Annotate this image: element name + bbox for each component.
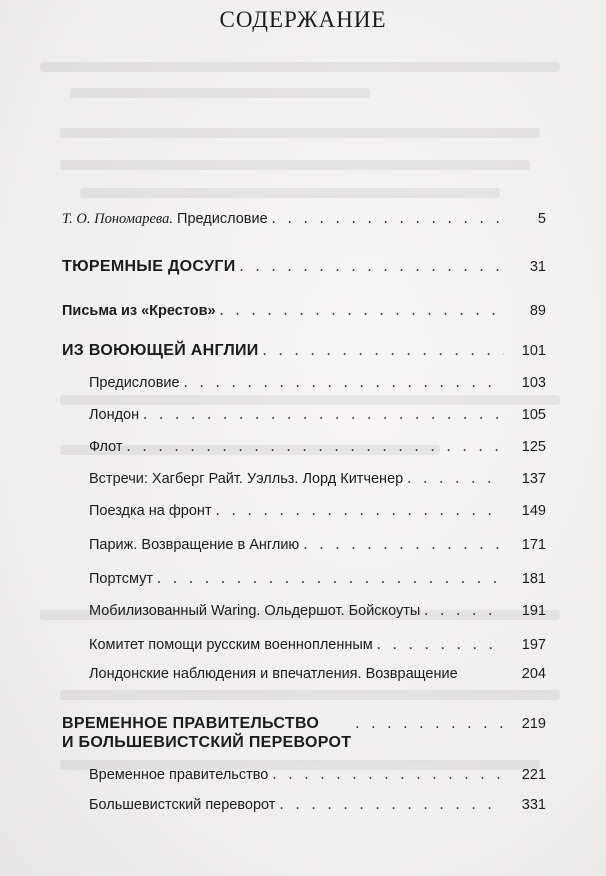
toc-page-number: 89 bbox=[529, 303, 546, 319]
toc-title: Комитет помощи русским военнопленным bbox=[89, 637, 373, 653]
toc-entry[interactable] bbox=[89, 470, 546, 488]
toc-entry[interactable] bbox=[89, 536, 546, 554]
toc-page-number: 204 bbox=[521, 666, 546, 682]
toc-title: Большевистский переворот bbox=[89, 797, 276, 813]
toc-title: Поездка на фронт bbox=[89, 503, 212, 519]
toc-title: Портсмут bbox=[89, 571, 153, 587]
toc-entry[interactable] bbox=[89, 796, 546, 814]
leader-dots bbox=[216, 502, 504, 520]
toc-title: Предисловие bbox=[89, 375, 180, 391]
toc-title-line2: И БОЛЬШЕВИСТСКИЙ ПЕРЕВОРОТ bbox=[62, 734, 352, 751]
toc-entry[interactable] bbox=[89, 636, 546, 654]
toc-title: Мобилизованный Waring. Ольдершот. Бойскоуты bbox=[89, 603, 421, 619]
toc-entry[interactable] bbox=[62, 302, 546, 320]
toc-page-number: 125 bbox=[521, 439, 546, 455]
leader-dots bbox=[263, 342, 504, 360]
leader-dots bbox=[157, 570, 504, 588]
toc-title: Письма из «Крестов» bbox=[62, 303, 216, 319]
leader-dots bbox=[240, 258, 505, 276]
toc-title: Лондонские наблюдения и впечатления. Возвращение bbox=[89, 666, 458, 682]
toc-title: Лондон bbox=[89, 407, 140, 423]
toc-entry[interactable] bbox=[89, 766, 546, 784]
toc-title: Временное правительство bbox=[89, 767, 269, 783]
toc-page-number: 5 bbox=[537, 211, 546, 227]
toc-title: ИЗ ВОЮЮЩЕЙ АНГЛИИ bbox=[62, 342, 259, 359]
toc-section[interactable] bbox=[62, 258, 546, 276]
toc-page-number: 191 bbox=[521, 603, 546, 619]
toc-page-number: 101 bbox=[521, 343, 546, 359]
page-title: СОДЕРЖАНИЕ bbox=[219, 7, 387, 32]
leader-dots bbox=[424, 602, 504, 620]
toc-entry[interactable] bbox=[89, 570, 546, 588]
toc-page-number: 219 bbox=[521, 716, 546, 732]
toc-page-number: 331 bbox=[521, 797, 546, 813]
toc-entry[interactable] bbox=[89, 438, 546, 456]
leader-dots bbox=[143, 406, 504, 424]
toc-section[interactable] bbox=[62, 714, 546, 752]
leader-dots bbox=[127, 438, 504, 456]
leader-dots bbox=[303, 536, 504, 554]
toc-title-line1: ВРЕМЕННОЕ ПРАВИТЕЛЬСТВО bbox=[62, 715, 320, 732]
toc-entry[interactable] bbox=[89, 502, 546, 520]
toc-title: Флот bbox=[89, 439, 123, 455]
toc-page-number: 103 bbox=[521, 375, 546, 391]
leader-dots bbox=[272, 210, 504, 228]
leader-dots bbox=[377, 636, 504, 654]
toc-section[interactable] bbox=[62, 342, 546, 360]
toc-title: Встречи: Хагберг Райт. Уэлльз. Лорд Китченер bbox=[89, 471, 404, 487]
toc-author: Т. О. Пономарева. bbox=[62, 211, 173, 227]
leader-dots bbox=[407, 470, 504, 488]
toc-title: Париж. Возвращение в Англию bbox=[89, 537, 300, 553]
toc-entry[interactable] bbox=[89, 666, 546, 682]
toc-title: ТЮРЕМНЫЕ ДОСУГИ bbox=[62, 258, 236, 275]
leader-dots bbox=[220, 302, 504, 320]
toc-page-number: 137 bbox=[521, 471, 546, 487]
toc-title: Предисловие bbox=[177, 211, 268, 227]
toc-page-number: 31 bbox=[529, 259, 546, 275]
toc-page-number: 221 bbox=[521, 767, 546, 783]
leader-dots bbox=[184, 374, 504, 392]
leader-dots bbox=[272, 766, 504, 784]
toc-page-number: 149 bbox=[521, 503, 546, 519]
leader-dots bbox=[355, 715, 504, 733]
toc-entry[interactable] bbox=[89, 374, 546, 392]
toc-page-number: 105 bbox=[521, 407, 546, 423]
toc-page-number: 197 bbox=[521, 637, 546, 653]
leader-dots bbox=[279, 796, 504, 814]
toc-entry[interactable] bbox=[62, 210, 546, 228]
toc-page-number: 181 bbox=[521, 571, 546, 587]
toc-entry[interactable] bbox=[89, 602, 546, 620]
toc-page-number: 171 bbox=[521, 537, 546, 553]
toc-entry[interactable] bbox=[89, 406, 546, 424]
